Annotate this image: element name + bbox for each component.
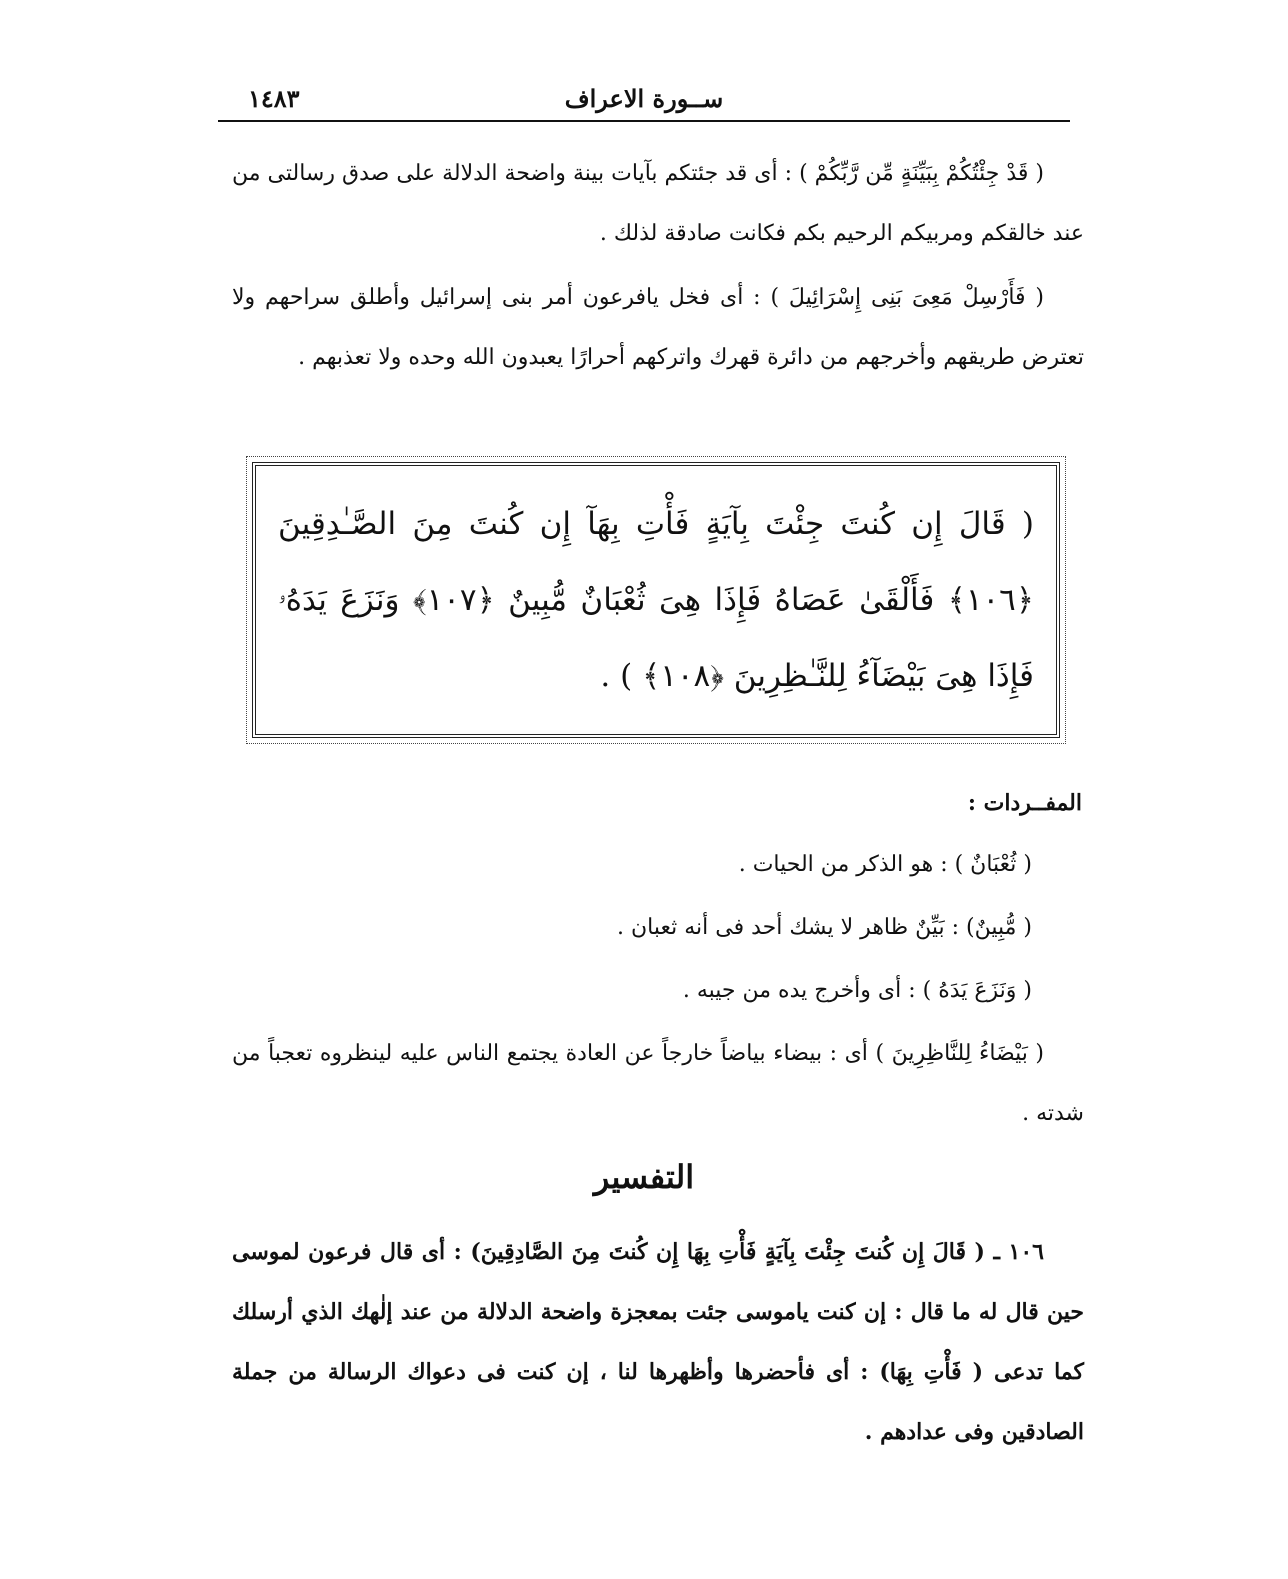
page-number: ١٤٨٣ (248, 84, 300, 113)
vocabulary-heading: المفــردات : (967, 790, 1082, 816)
intro-paragraph-2: ( فَأَرْسِلْ مَعِىَ بَنِى إِسْرَائِيلَ ) : أى فخل يافرعون أمر بنى إسرائيل وأطلق سراحهم ولا تعترض طريقهم وأخرجهم من دائرة قهرك واتركهم أحرارًا يعبدون الله وحده ولا تعذبهم . (232, 285, 1084, 370)
tafsir-paragraph: ١٠٦ ـ ( قَالَ إِن كُنتَ جِئْتَ بِآيَةٍ فَأْتِ بِهَا إِن كُنتَ مِنَ الصَّادِقِينَ) : أى قال فرعون لموسى حين قال له ما قال : إن كنت ياموسى جئت بمعجزة واضحة الدلالة من عند إلٰهك الذي أرسلك كما تدعى ( فَأْتِ بِهَا) : أى فأحضرها وأظهرها لنا ، إن كنت فى دعواك الرسالة من جملة الصادقين وفى عدادهم . (232, 1239, 1084, 1445)
quran-verse-text: ( قَالَ إِن كُنتَ جِئْتَ بِآيَةٍ فَأْتِ بِهَآ إِن كُنتَ مِنَ الصَّـٰدِقِينَ ﴿١٠٦﴾ فَأَلْقَىٰ عَصَاهُ فَإِذَا هِىَ ثُعْبَانٌ مُّبِينٌ ﴿١٠٧﴾ وَنَزَعَ يَدَهُۥ فَإِذَا هِىَ بَيْضَآءُ لِلنَّـٰظِرِينَ ﴿١٠٨﴾ ) . (278, 506, 1034, 694)
page-header (218, 78, 1070, 122)
vocabulary-item: ( ثُعْبَانٌ ) : هو الذكر من الحيات . (738, 852, 1032, 877)
vocabulary-item: ( وَنَزَعَ يَدَهُ ) : أى وأخرج يده من جيبه . (682, 978, 1032, 1003)
vocabulary-item: ( مُّبِينٌ) : بَيِّنٌ ظاهر لا يشك أحد فى أنه ثعبان . (617, 915, 1032, 940)
vocabulary-item-last: ( بَيْضَاءُ لِلنَّاظِرِينَ ) أى : بيضاء بياضاً خارجاً عن العادة يجتمع الناس عليه لينظروه تعجباً من شدته . (232, 1041, 1084, 1126)
quran-verse-frame (252, 462, 1060, 738)
surah-title: ســورة الاعراف (564, 84, 724, 113)
intro-paragraph-1: ( قَدْ جِئْتُكُمْ بِبَيِّنَةٍ مِّن رَّبِّكُمْ ) : أى قد جئتكم بآيات بينة واضحة الدلالة على صدق رسالتى من عند خالقكم ومربيكم الرحيم بكم فكانت صادقة لذلك . (232, 161, 1084, 246)
tafsir-heading: التفسير (593, 1158, 695, 1196)
